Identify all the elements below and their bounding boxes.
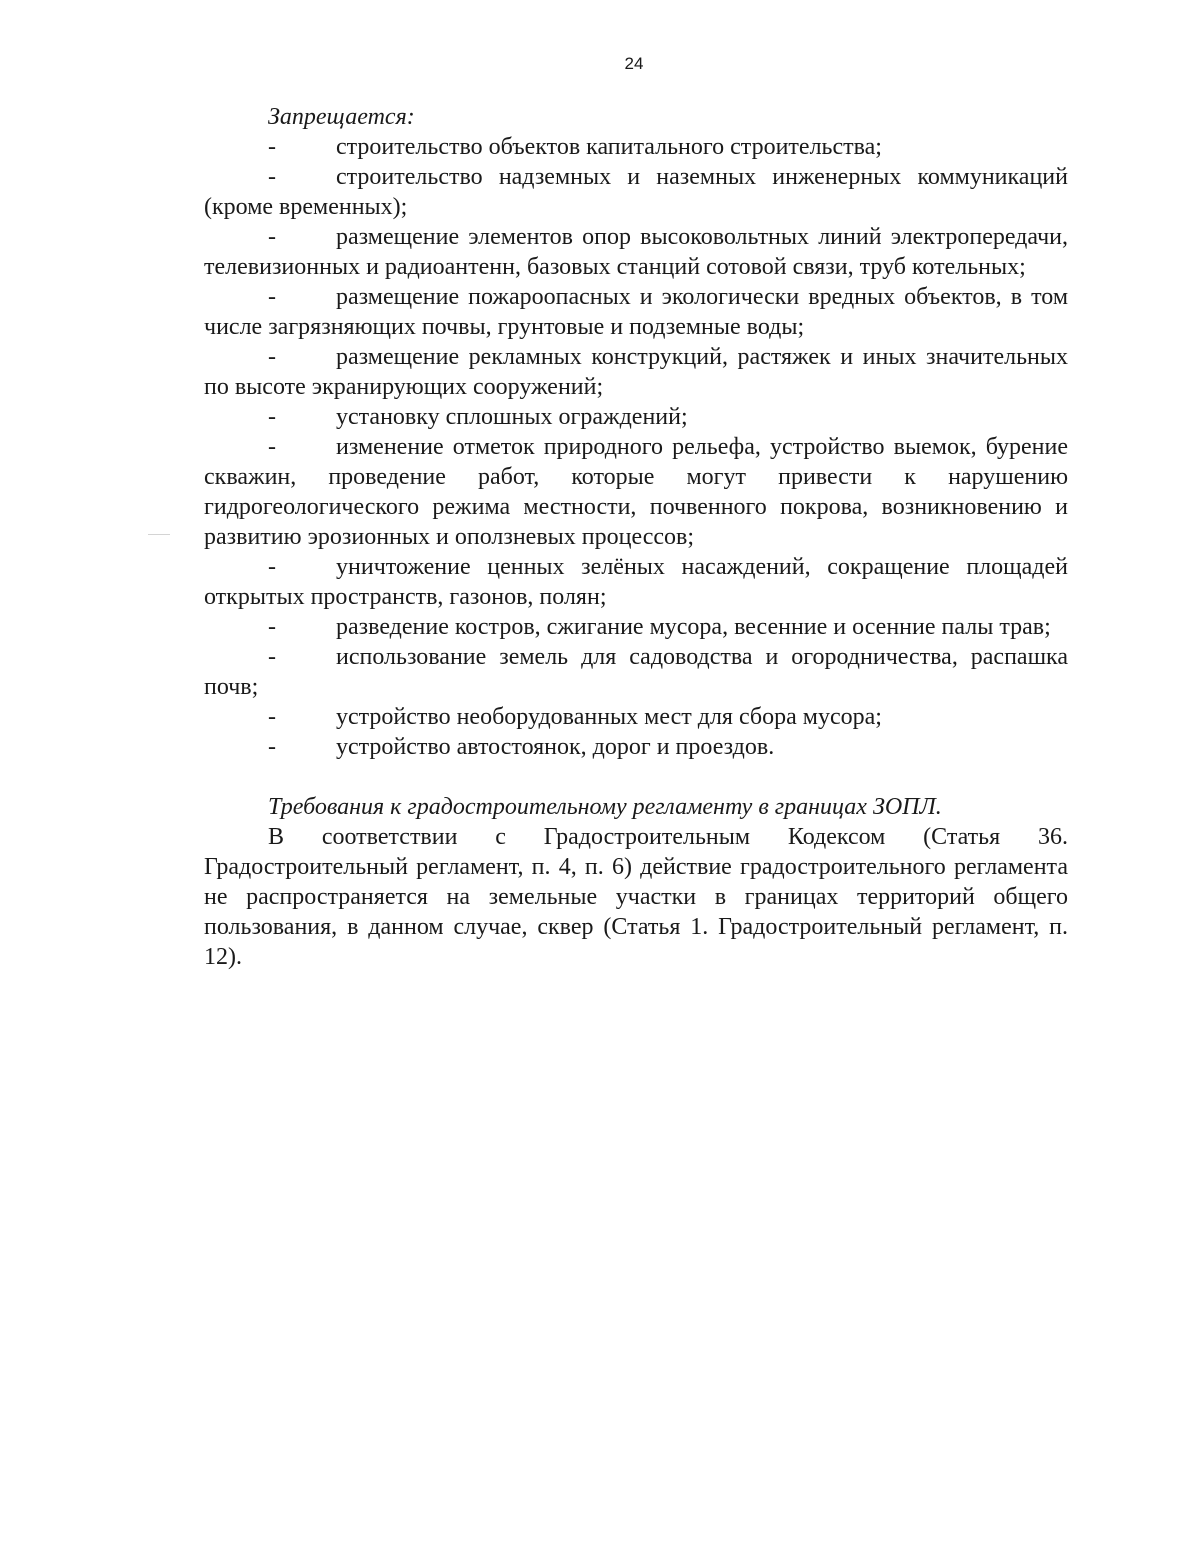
dash-marker: - — [268, 554, 276, 580]
dash-marker: - — [268, 134, 276, 160]
scan-artifact — [148, 534, 170, 535]
dash-marker: - — [268, 734, 276, 760]
list-item-text: строительство надземных и наземных инженерных коммуникаций (кроме временных); — [204, 164, 1068, 220]
list-item — [204, 132, 1068, 162]
dash-marker: - — [268, 284, 276, 310]
dash-marker: - — [268, 404, 276, 430]
dash-marker: - — [268, 614, 276, 640]
list-item-text: размещение элементов опор высоковольтных линий электропередачи, телевизионных и радиоантенн, базовых станций сотовой связи, труб котельных; — [204, 224, 1068, 280]
list-item-text: строительство объектов капитального строительства; — [336, 134, 882, 160]
page-content — [204, 102, 1068, 972]
list-item — [204, 162, 1068, 222]
list-item — [204, 222, 1068, 282]
dash-marker: - — [268, 224, 276, 250]
list-item — [204, 702, 1068, 732]
list-item — [204, 612, 1068, 642]
list-item-text: использование земель для садоводства и огородничества, распашка почв; — [204, 644, 1068, 700]
list-item-text: уничтожение ценных зелёных насаждений, сокращение площадей открытых пространств, газонов, полян; — [204, 554, 1068, 610]
prohibited-heading: Запрещается: — [268, 104, 415, 130]
dash-marker: - — [268, 704, 276, 730]
regulations-heading: Требования к градостроительному регламенту в границах ЗОПЛ. — [268, 794, 942, 820]
list-item — [204, 402, 1068, 432]
prohibited-list — [204, 132, 1068, 762]
list-item — [204, 552, 1068, 612]
list-item-text: устройство необорудованных мест для сбора мусора; — [336, 704, 882, 730]
list-item-text: установку сплошных ограждений; — [336, 404, 688, 430]
list-item — [204, 342, 1068, 402]
dash-marker: - — [268, 164, 276, 190]
list-item-text: размещение пожароопасных и экологически вредных объектов, в том числе загрязняющих почвы, грунтовые и подземные воды; — [204, 284, 1068, 340]
list-item — [204, 642, 1068, 702]
list-item-text: изменение отметок природного рельефа, устройство выемок, бурение скважин, проведение работ, которые могут привести к нарушению гидрогеологического режима местности, почвенного покрова, возникновению и развитию эрозионных и оползневых процессов; — [204, 434, 1068, 550]
list-item — [204, 732, 1068, 762]
dash-marker: - — [268, 644, 276, 670]
regulations-paragraph: В соответствии с Градостроительным Кодексом (Статья 36. Градостроительный регламент, п. 4, п. 6) действие градостроительного регламента не распространяется на земельные участки в границах территорий общего пользования, в данном случае, сквер (Статья 1. Градостроительный регламент, п. 12). — [204, 824, 1068, 970]
section-spacer — [204, 762, 1068, 792]
list-item-text: устройство автостоянок, дорог и проездов. — [336, 734, 775, 760]
list-item-text: размещение рекламных конструкций, растяжек и иных значительных по высоте экранирующих сооружений; — [204, 344, 1068, 400]
list-item-text: разведение костров, сжигание мусора, весенние и осенние палы трав; — [336, 614, 1051, 640]
list-item — [204, 282, 1068, 342]
page-number: 24 — [624, 54, 644, 73]
dash-marker: - — [268, 344, 276, 370]
list-item — [204, 432, 1068, 552]
dash-marker: - — [268, 434, 276, 460]
